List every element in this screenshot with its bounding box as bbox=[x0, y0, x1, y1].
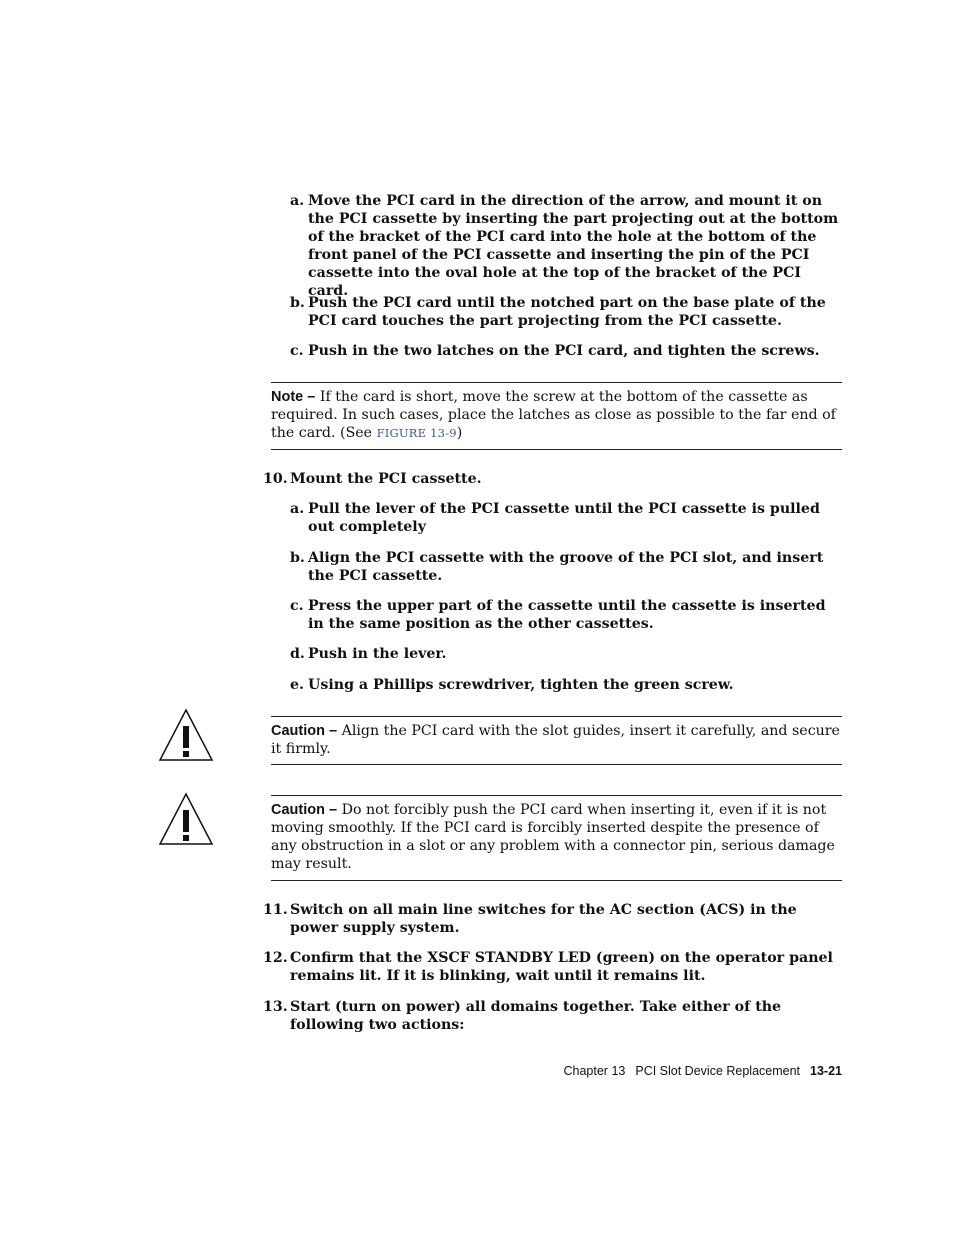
caution2-text: Do not forcibly push the PCI card when inserting it, even if it is not moving smoothly. If the PCI card is forcibly inserted despite the presence of any obstruction in a slot or any problem with a connector pin, serious damage may result. bbox=[271, 802, 835, 872]
step-text: Confirm that the XSCF STANDBY LED (green) on the operator panel remains lit. If it is blinking, wait until it remains lit. bbox=[290, 950, 833, 984]
caution1-top-rule bbox=[271, 716, 842, 717]
warning-triangle-icon bbox=[158, 708, 214, 762]
substep-text: Move the PCI card in the direction of the arrow, and mount it on the PCI cassette by inserting the part projecting out at the bottom of the bracket of the PCI card into the hole at the bottom of the front panel of the PCI cassette and inserting the pin of the PCI cassette into the oval hole at the top of the bracket of the PCI card. bbox=[308, 193, 839, 299]
substep-letter: b. bbox=[290, 295, 305, 311]
note-lead: Note – bbox=[271, 389, 316, 405]
note-block bbox=[271, 388, 842, 442]
note-top-rule bbox=[271, 382, 842, 383]
substep-text: Push the PCI card until the notched part on the base plate of the PCI card touches the part projecting from the PCI cassette. bbox=[308, 295, 826, 329]
substep-letter: c. bbox=[290, 343, 304, 359]
substep-text: Align the PCI cassette with the groove of the PCI slot, and insert the PCI cassette. bbox=[308, 550, 824, 584]
caution1-block bbox=[271, 722, 842, 758]
caution2-block bbox=[271, 801, 842, 873]
substep-letter: a. bbox=[290, 193, 305, 209]
caution1-lead: Caution – bbox=[271, 723, 338, 739]
substep-letter: b. bbox=[290, 550, 305, 566]
footer-title: PCI Slot Device Replacement bbox=[635, 1064, 801, 1078]
step-text: Mount the PCI cassette. bbox=[290, 471, 482, 487]
caution1-bottom-rule bbox=[271, 764, 842, 765]
note-text: If the card is short, move the screw at the bottom of the cassette as required. In such cases, place the latches as close as possible to the far end of the card. (See bbox=[271, 389, 836, 441]
figure-link[interactable]: FIGURE 13-9 bbox=[376, 426, 457, 440]
footer-chapter: Chapter 13 bbox=[563, 1064, 626, 1078]
warning-triangle-icon bbox=[158, 792, 214, 846]
step-number: 10. bbox=[263, 471, 288, 487]
caution1-text: Align the PCI card with the slot guides, insert it carefully, and secure it firmly. bbox=[271, 723, 840, 757]
substep-letter: c. bbox=[290, 598, 304, 614]
substep-text: Push in the lever. bbox=[308, 646, 447, 662]
substep-text: Using a Phillips screwdriver, tighten the green screw. bbox=[308, 677, 734, 693]
caution2-bottom-rule bbox=[271, 880, 842, 881]
step-number: 13. bbox=[263, 999, 288, 1015]
step-text: Start (turn on power) all domains together. Take either of the following two actions: bbox=[290, 999, 782, 1033]
substep-letter: e. bbox=[290, 677, 304, 693]
step-number: 12. bbox=[263, 950, 288, 966]
substep-text: Push in the two latches on the PCI card, and tighten the screws. bbox=[308, 343, 820, 359]
substep-text: Press the upper part of the cassette until the cassette is inserted in the same position as the other cassettes. bbox=[308, 598, 826, 632]
step-number: 11. bbox=[263, 902, 288, 918]
substep-letter: a. bbox=[290, 501, 305, 517]
caution2-lead: Caution – bbox=[271, 802, 338, 818]
note-bottom-rule bbox=[271, 449, 842, 450]
step-text: Switch on all main line switches for the AC section (ACS) in the power supply system. bbox=[290, 902, 797, 936]
caution2-top-rule bbox=[271, 795, 842, 796]
substep-text: Pull the lever of the PCI cassette until the PCI cassette is pulled out completely bbox=[308, 501, 820, 535]
page-footer bbox=[554, 1064, 843, 1078]
note-tail: ) bbox=[456, 425, 463, 441]
page-number: 13-21 bbox=[810, 1064, 842, 1078]
substep-letter: d. bbox=[290, 646, 305, 662]
